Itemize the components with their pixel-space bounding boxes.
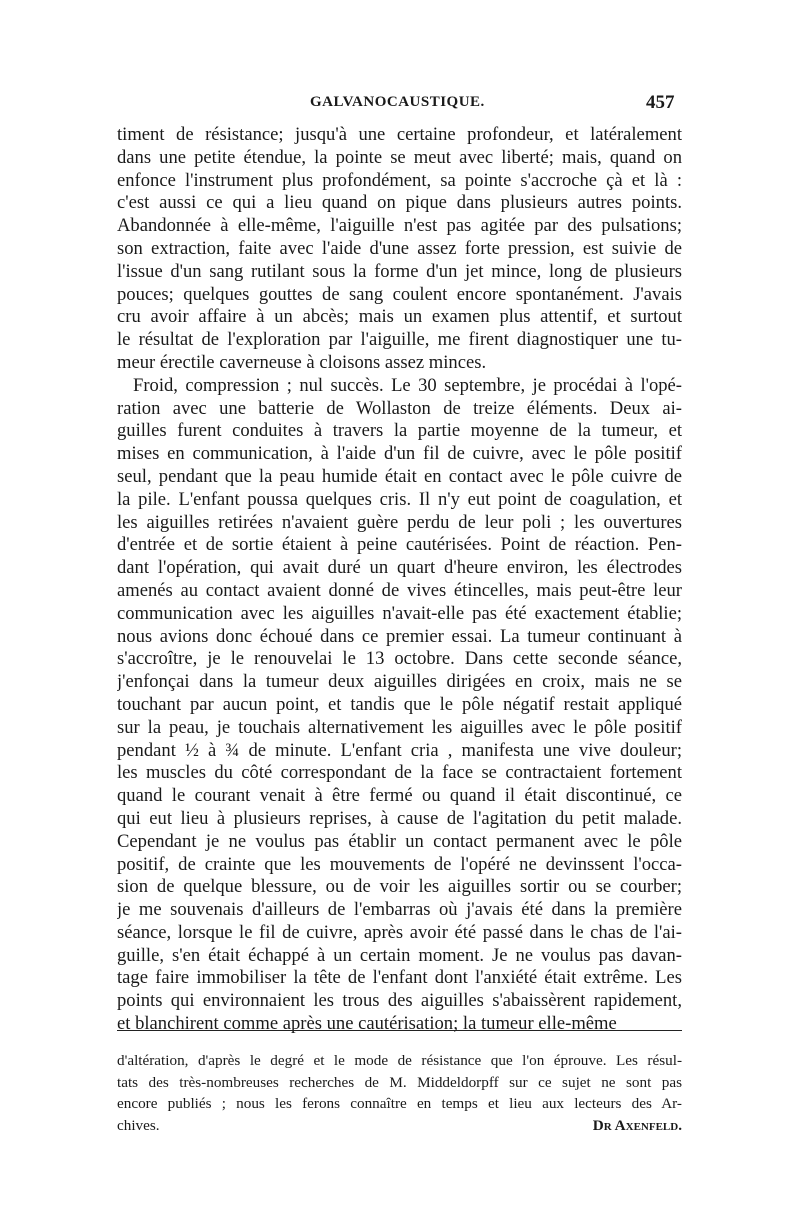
page-number: 457 [646, 92, 675, 113]
footnote [117, 1050, 682, 1136]
body-line: positif, de crainte que les mouvements de l'opéré ne devinssent l'occa- [117, 853, 682, 875]
body-line: sur la peau, je touchais alternativement les aiguilles avec le pôle positif [117, 716, 682, 738]
body-line: s'accroître, je le renouvelai le 13 octobre. Dans cette seconde séance, [117, 648, 682, 670]
footnote-signature: Dr Axenfeld. [592, 1116, 682, 1134]
body-line: je me souvenais d'ailleurs de l'embarras où j'avais été dans la première [117, 899, 682, 921]
body-line: guille, s'en était échappé à un certain moment. Je ne voulus pas davan- [117, 944, 682, 966]
footnote-line: encore publiés ; nous les ferons connaître en temps et lieu aux lecteurs des Ar- [117, 1095, 682, 1112]
body-line: Froid, compression ; nul succès. Le 30 septembre, je procédai à l'opé- [133, 374, 682, 396]
body-line: c'est aussi ce qui a lieu quand on pique dans plusieurs autres points. [117, 192, 682, 214]
body-line: seul, pendant que la peau humide était en contact avec le pôle cuivre de [117, 465, 682, 487]
body-line: ration avec une batterie de Wollaston de treize éléments. Deux ai- [117, 397, 682, 419]
footnote-line: d'altération, d'après le degré et le mode de résistance que l'on éprouve. Les résul- [117, 1052, 682, 1069]
body-line: pendant ½ à ¾ de minute. L'enfant cria , manifesta une vive douleur; [117, 739, 682, 761]
body-line: séance, lorsque le fil de cuivre, après avoir été passé dans le chas de l'ai- [117, 921, 682, 943]
body-line: touchant par aucun point, et tandis que le pôle négatif restait appliqué [117, 693, 682, 715]
body-line: quand le courant venait à être fermé ou quand il était discontinué, ce [117, 785, 682, 807]
body-text [117, 124, 682, 1036]
body-line: enfonce l'instrument plus profondément, sa pointe s'accroche çà et là : [117, 169, 682, 191]
body-line: dant l'opération, qui avait duré un quart d'heure environ, les électrodes [117, 557, 682, 579]
body-line: guilles furent conduites à travers la partie moyenne de la tumeur, et [117, 420, 682, 442]
body-line: qui eut lieu à plusieurs reprises, à cause de l'agitation du petit malade. [117, 807, 682, 829]
body-line: l'issue d'un sang rutilant sous la forme d'un jet mince, long de plusieurs [117, 260, 682, 282]
footnote-divider [117, 1030, 682, 1031]
footnote-line: tats des très-nombreuses recherches de M. Middeldorpff sur ce sujet ne sont pas [117, 1073, 682, 1091]
running-title: GALVANOCAUSTIQUE. [310, 94, 485, 110]
body-line: son extraction, faite avec l'aide d'une assez forte pression, est suivie de [117, 237, 682, 259]
body-line: les aiguilles retirées n'avaient guère perdu de leur poli ; les ouvertures [117, 511, 682, 533]
body-line: cru avoir affaire à un abcès; mais un examen plus attentif, et surtout [117, 306, 682, 328]
body-line: points qui environnaient les trous des aiguilles s'abaissèrent rapidement, [117, 990, 682, 1012]
body-line: j'enfonçai dans la tumeur deux aiguilles dirigées en croix, mais ne se [117, 671, 682, 693]
body-line: pouces; quelques gouttes de sang coulent encore spontanément. J'avais [117, 283, 682, 305]
body-line: nous avions donc échoué dans ce premier essai. La tumeur continuant à [117, 625, 682, 647]
body-line: tage faire immobiliser la tête de l'enfant dont l'anxiété était extrême. Les [117, 967, 682, 989]
body-line: Abandonnée à elle-même, l'aiguille n'est pas agitée par des pulsations; [117, 215, 682, 237]
body-line: Cependant je ne voulus pas établir un contact permanent avec le pôle [117, 830, 682, 852]
body-line: sion de quelque blessure, ou de voir les aiguilles sortir ou se courber; [117, 876, 682, 898]
body-line: communication avec les aiguilles n'avait-elle pas été exactement établie; [117, 602, 682, 624]
body-line: meur érectile caverneuse à cloisons assez minces. [117, 351, 487, 373]
body-line: timent de résistance; jusqu'à une certaine profondeur, et latéralement [117, 124, 682, 145]
body-line: et blanchirent comme après une cautérisation; la tumeur elle-même [117, 1013, 617, 1035]
body-line: amenés au contact avaient donné de vives étincelles, mais peut-être leur [117, 579, 682, 601]
body-line: d'entrée et de sortie étaient à peine cautérisées. Point de réaction. Pen- [117, 534, 682, 556]
footnote-line: chives. Dr Axenfeld. [117, 1115, 682, 1137]
running-head [0, 94, 800, 118]
body-line: la pile. L'enfant poussa quelques cris. Il n'y eut point de coagulation, et [117, 488, 682, 510]
body-line: dans une petite étendue, la pointe se meut avec liberté; mais, quand on [117, 146, 682, 168]
body-line: les muscles du côté correspondant de la face se contractaient fortement [117, 762, 682, 784]
body-line: le résultat de l'exploration par l'aiguille, me firent diagnostiquer une tu- [117, 329, 682, 351]
body-line: mises en communication, à l'aide d'un fil de cuivre, avec le pôle positif [117, 443, 682, 465]
